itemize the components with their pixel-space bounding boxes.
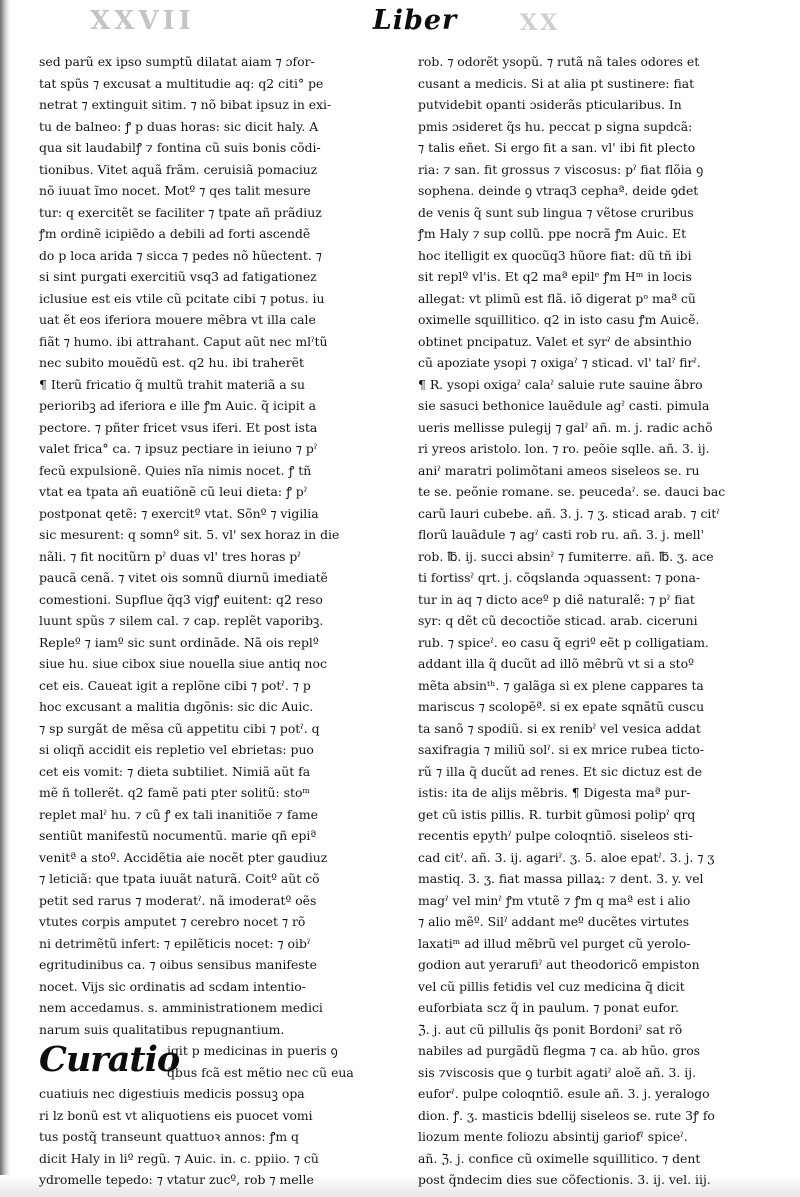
text-line: si sint purgati exercitiũ vsq3 ad fatigationez <box>39 269 317 284</box>
text-line: perioribꝫ ad iferiora e ille ꝭm Auic. q̃ icipit a <box>39 398 317 413</box>
text-line: sophena. deinde ꝯ vtraq3 cephaª. deide ꝯdet <box>418 183 699 198</box>
text-line: ⁊ leticiã: que tpata iuuãt naturã. Coitº aũt cõ <box>39 871 320 886</box>
text-line: ydromelle tepedo: ⁊ vtatur zucº, rob ⁊ melle <box>39 1172 314 1187</box>
text-line: hoc excusant a malitia dıgõnis: sic dic Auic. <box>39 699 314 714</box>
text-line: nec subito mouẽdũ est. q2 hu. ibi traherẽt <box>39 355 304 370</box>
text-line: mẽta absinᵗʰ. ⁊ galãga si ex plene cappares ta <box>418 677 704 693</box>
text-line: si oliqñ accidit eis repletio vel ebrietas: puo <box>39 742 314 757</box>
text-line: allegat: vt plimũ est flã. iõ digerat pᵒ maª cũ <box>418 290 696 306</box>
text-line: pectore. ⁊ pñter fricet vsus iferi. Et post ista <box>39 419 318 435</box>
text-line: valet frica° ca. ⁊ ipsuz pectiare in ieiuno ⁊ pˀ <box>39 441 318 456</box>
text-line: tur: q exercitẽt se faciliter ⁊ tpate añ prãdiuz <box>39 204 322 220</box>
text-line: dicit Haly in liº regũ. ⁊ Auic. in. c. ppiio. ⁊ cũ <box>39 1150 319 1166</box>
text-line: comestioni. Supflue q̃q3 vigꝭ euitent: q2 reso <box>39 591 323 607</box>
text-line: sic mesurent: q somnº sit. 5. vl' sex horaz in die <box>39 527 340 542</box>
text-line: florũ lauãdule ⁊ agˀ casti rob ru. añ. 3. j. mell' <box>418 527 704 542</box>
text-line: liozum mente foliozu absintij gariofˀ spiceˀ. <box>418 1129 688 1144</box>
text-line: magˀ vel minˀ ꝭm vtutẽ ⁊ ꝭm q maª est i alio <box>418 892 691 908</box>
text-line: tus postq̃ transeunt quattuoꝛ annos: ꝭm q <box>39 1129 299 1144</box>
text-line: mariscus ⁊ scolopẽª. si ex epate sqnãtũ cuscu <box>418 699 705 714</box>
show-through-folio-right: XX <box>520 10 561 36</box>
text-line: uat ẽt eos iferiora mouere mẽbra vt illa cale <box>39 312 316 327</box>
text-line: fecũ expulsionẽ. Quies nĩa nimis nocet. ꝭ tñ <box>39 462 312 478</box>
text-line: paucã cenã. ⁊ vitet ois somnũ diurnũ imediatẽ <box>39 570 328 585</box>
text-line: dion. ꝭ. ʒ. masticis bdellij siseleos se. rute 3ꝭ fo <box>418 1107 715 1123</box>
text-line: ria: ⁊ san. fit grossus ⁊ viscosus: pˀ fiat flõia ꝯ <box>418 161 704 177</box>
text-line: ueris mellisse pulegij ⁊ galˀ añ. m. j. radic achõ <box>418 419 713 435</box>
text-line: netrat ⁊ extinguit sitim. ⁊ nõ bibat ipsuz in exi- <box>39 97 332 112</box>
text-line: putvidebit opanti ɔsiderãs pticularibus. In <box>418 97 682 112</box>
text-line: euforˀ. pulpe coloqntiõ. esule añ. 3. j. yeralogo <box>418 1086 710 1101</box>
left-column-lines <box>39 51 409 1040</box>
text-line: sis ⁊viscosis que ꝯ turbit agatiˀ aloẽ añ. 3. ij. <box>418 1064 697 1080</box>
text-line: saxifragia ⁊ miliũ solˀ. si ex mrice rubea ticto- <box>418 742 704 757</box>
text-line: nabiles ad purgãdũ flegma ⁊ ca. ab hũo. gros <box>418 1043 701 1058</box>
page-gutter-shadow <box>0 0 10 1197</box>
text-line: carũ lauri cubebe. añ. 3. j. ⁊ ʒ. sticad arab. ⁊ citˀ <box>418 505 720 521</box>
text-line: sie sasuci bethonice lauẽdule agˀ casti. pimula <box>418 398 710 413</box>
text-line: luunt spũs ⁊ silem cal. ⁊ cap. replẽt vaporibꝫ. <box>39 613 324 628</box>
text-line: recentis epythˀ pulpe coloqntiõ. siseleos sti- <box>418 828 693 843</box>
text-line: ⁊ sp surgãt de mẽsa cũ appetitu cibi ⁊ potˀ. q <box>39 720 320 736</box>
text-line: ta sanõ ⁊ spodiũ. si ex renibˀ vel vesica addat <box>418 720 701 736</box>
text-line: postponat qetẽ: ⁊ exercitº vtat. Sõnº ⁊ vigilia <box>39 505 319 521</box>
text-line: sentiũt manifestũ nocumentũ. marie qñ epiª <box>39 828 317 843</box>
text-line: syr: q dẽt cũ decoctiõe sticad. arab. ciceruni <box>418 613 698 628</box>
text-line: narum suis qualitatibus repugnantium. <box>39 1021 285 1037</box>
text-line: get cũ istis pillis. R. turbit gũmosi polipˀ qrq <box>418 806 696 822</box>
text-line: ri lz bonũ est vt aliquotiens eis puocet vomi <box>39 1107 313 1123</box>
text-line: ¶ R. ysopi oxigaˀ calaˀ saluie rute sauine ãbro <box>418 376 703 392</box>
text-line: ⁊ alio mẽº. Silˀ addant meº ducẽtes virtutes <box>418 914 690 929</box>
text-line: mẽ ñ tollerẽt. q2 famẽ pati pter solitũ: stoᵐ <box>39 785 311 800</box>
text-line: oximelle squillitico. q2 in isto casu ꝭm Auicẽ. <box>418 312 700 327</box>
right-column-lines <box>418 51 784 1191</box>
right-text-column <box>418 51 784 1191</box>
text-line: cet eis. Caueat igit a replõne cibi ⁊ potˀ. ⁊ p <box>39 677 311 693</box>
text-line: vel cũ pillis fetidis vel cuz medicina q̃ dicit <box>418 978 685 994</box>
text-line: tionibus. Vitet aquã frãm. ceruisiã pomaciuz <box>39 161 318 177</box>
text-line: vtat ea tpata añ euatiõnẽ cũ leui dieta: ꝭ pˀ <box>39 484 308 499</box>
text-line: venitª a stoº. Accidẽtia aie nocẽt pter gaudiuz <box>39 849 328 865</box>
text-line: igit p medicinas in pueris ꝯ <box>167 1043 338 1058</box>
text-line: obtinet pncipatuz. Valet et syrˀ de absinthio <box>418 333 692 349</box>
text-line: Repleº ⁊ iamº sic sunt ordinãde. Nã ois replº <box>39 634 319 650</box>
text-line: sed parũ ex ipso sumptũ dilatat aiam ⁊ ɔfor- <box>39 54 315 69</box>
running-head: Liber <box>372 5 458 36</box>
text-line: cad citˀ. añ. 3. ij. agariˀ. ʒ. 5. aloe epatˀ. 3. j. ⁊ ʒ <box>418 849 715 865</box>
text-line: pmis ɔsideret q̃s hu. peccat p signa supdcã: <box>418 118 693 134</box>
text-line: ¶ Iterũ fricatio q̃ multũ trahit materiã a su <box>39 376 305 392</box>
show-through-folio-left: XXVII <box>90 6 195 36</box>
curatio-paragraph-opening <box>39 1040 409 1083</box>
text-line: qua sit laudabilꝭ ⁊ fontina cũ suis bonis cõdi- <box>39 140 321 155</box>
text-line: ℨ. j. aut cũ pillulis q̃s ponit Bordoniˀ sat rõ <box>418 1021 683 1037</box>
curatio-initial-word: Curatio <box>39 1039 180 1080</box>
text-line: cusant a medicis. Si at alia pt sustinere: fiat <box>418 75 695 91</box>
text-line: ⁊ talis eñet. Si ergo fit a san. vl' ibi fit plecto <box>418 140 696 155</box>
text-line: tur in aq ⁊ dicto aceº p diẽ naturalẽ: ⁊ pˀ fiat <box>418 591 695 607</box>
text-line: addant illa q̃ ducũt ad illõ mẽbrũ vt si a stoº <box>418 656 694 671</box>
text-line: ni detrimẽtũ infert: ⁊ epilẽticis nocet: ⁊ oibˀ <box>39 935 311 951</box>
text-line: nõ iuuat ĩmo nocet. Motº ⁊ qes talit mesure <box>39 183 311 198</box>
text-line: cet eis vomit: ⁊ dieta subtiliet. Nimiã aũt fa <box>39 763 311 779</box>
text-line: de venis q̃ sunt sub lingua ⁊ vẽtose cruribus <box>418 204 694 220</box>
text-line: euforbiata scz q̃ in paulum. ⁊ ponat eufor. <box>418 1000 679 1015</box>
text-line: ꝭm Haly ⁊ sup collũ. ppe nocrã ꝭm Auic. Et <box>418 226 687 241</box>
text-line: iclusiue est eis vtile cũ pcitate cibi ⁊ potus. iu <box>39 290 325 306</box>
text-line: siue hu. siue cibox siue nouella siue antiq noc <box>39 656 327 671</box>
text-line: mastiq. 3. ʒ. fiat massa pillaꝝ: ⁊ dent. 3. y. vel <box>418 871 704 886</box>
text-line: istis: ita de alijs mẽbris. ¶ Digesta maª pur- <box>418 785 691 800</box>
text-line: añ. ℨ. j. confice cũ oximelle squillitico. ⁊ dent <box>418 1150 701 1166</box>
text-line: tat spũs ⁊ excusat a multitudie aq: q2 citi° pe <box>39 75 324 91</box>
text-line: nãli. ⁊ fit nocitũrn pˀ duas vl' tres horas pˀ <box>39 548 301 564</box>
curatio-lines <box>167 1040 409 1083</box>
text-line: q̃bus fcã est mẽtio nec cũ eua <box>167 1064 354 1080</box>
text-line: rũ ⁊ illa q̃ ducũt ad renes. Et sic dictuz est de <box>418 763 703 779</box>
text-line: godion aut yerarufiˀ aut theodoricõ empiston <box>418 957 700 972</box>
text-line: petit sed rarus ⁊ moderatˀ. nã imoderatº oẽs <box>39 892 317 908</box>
text-line: rob. ⁊ odorẽt ysopũ. ⁊ rutã nã tales odores et <box>418 54 700 69</box>
text-line: laxatiᵐ ad illud mẽbrũ vel purget cũ yerolo- <box>418 935 691 951</box>
text-line: rob. ℔. ij. succi absinˀ ⁊ fumiterre. añ. ℔. ʒ. ace <box>418 548 714 564</box>
text-line: hoc itelligit ex quocũq3 hũore fiat: dũ tñ ibi <box>418 247 692 263</box>
text-line: ti fortissˀ qrt. j. cõqslanda ɔquassent: ⁊ pona- <box>418 570 701 585</box>
text-line: te se. peõnie romane. se. peucedaˀ. se. dauci bac <box>418 484 726 499</box>
text-line: cũ apoziate ysopi ⁊ oxigaˀ ⁊ sticad. vl' talˀ firˀ. <box>418 355 701 370</box>
text-line: sit replº vl'is. Et q2 maª epilᵉ ꝭm Hᵐ in locis <box>418 269 692 284</box>
text-line: fiãt ⁊ humo. ibi attrahant. Caput aũt nec mlˀtũ <box>39 333 328 349</box>
text-line: nocet. Vijs sic ordinatis ad scdam intentio- <box>39 978 306 994</box>
text-line: egritudinibus ca. ⁊ oibus sensibus manifeste <box>39 957 317 972</box>
text-line: ri yreos aristolo. lon. ⁊ ro. peõie sqlle. añ. 3. ij. <box>418 441 710 456</box>
text-line: aniˀ maratri polimõtani ameos siseleos se. ru <box>418 462 700 478</box>
text-line: ꝭm ordinẽ icipiẽdo a debili ad forti ascendẽ <box>39 226 311 241</box>
text-line: nem accedamus. s. amministrationem medici <box>39 1000 323 1015</box>
left-column-lines-after <box>39 1083 409 1191</box>
text-line: vtutes corpis amputet ⁊ cerebro nocet ⁊ rõ <box>39 914 306 929</box>
text-line: replet malˀ hu. ⁊ cũ ꝭ ex tali inanitiõe ⁊ fame <box>39 806 318 822</box>
text-line: do p loca arida ⁊ sicca ⁊ pedes nõ hũectent. ⁊ <box>39 247 322 263</box>
text-line: rub. ⁊ spiceˀ. eo casu q̃ egriº eẽt p colligatiam. <box>418 634 709 650</box>
text-line: post q̃ndecim dies sue cõfectionis. 3. ij. vel. iij. <box>418 1172 711 1187</box>
left-text-column <box>39 51 409 1191</box>
text-line: cuatiuis nec digestiuis medicis possuꝫ opa <box>39 1086 305 1101</box>
text-line: tu de balneo: ꝭ p duas horas: sic dicit haly. A <box>39 118 319 134</box>
